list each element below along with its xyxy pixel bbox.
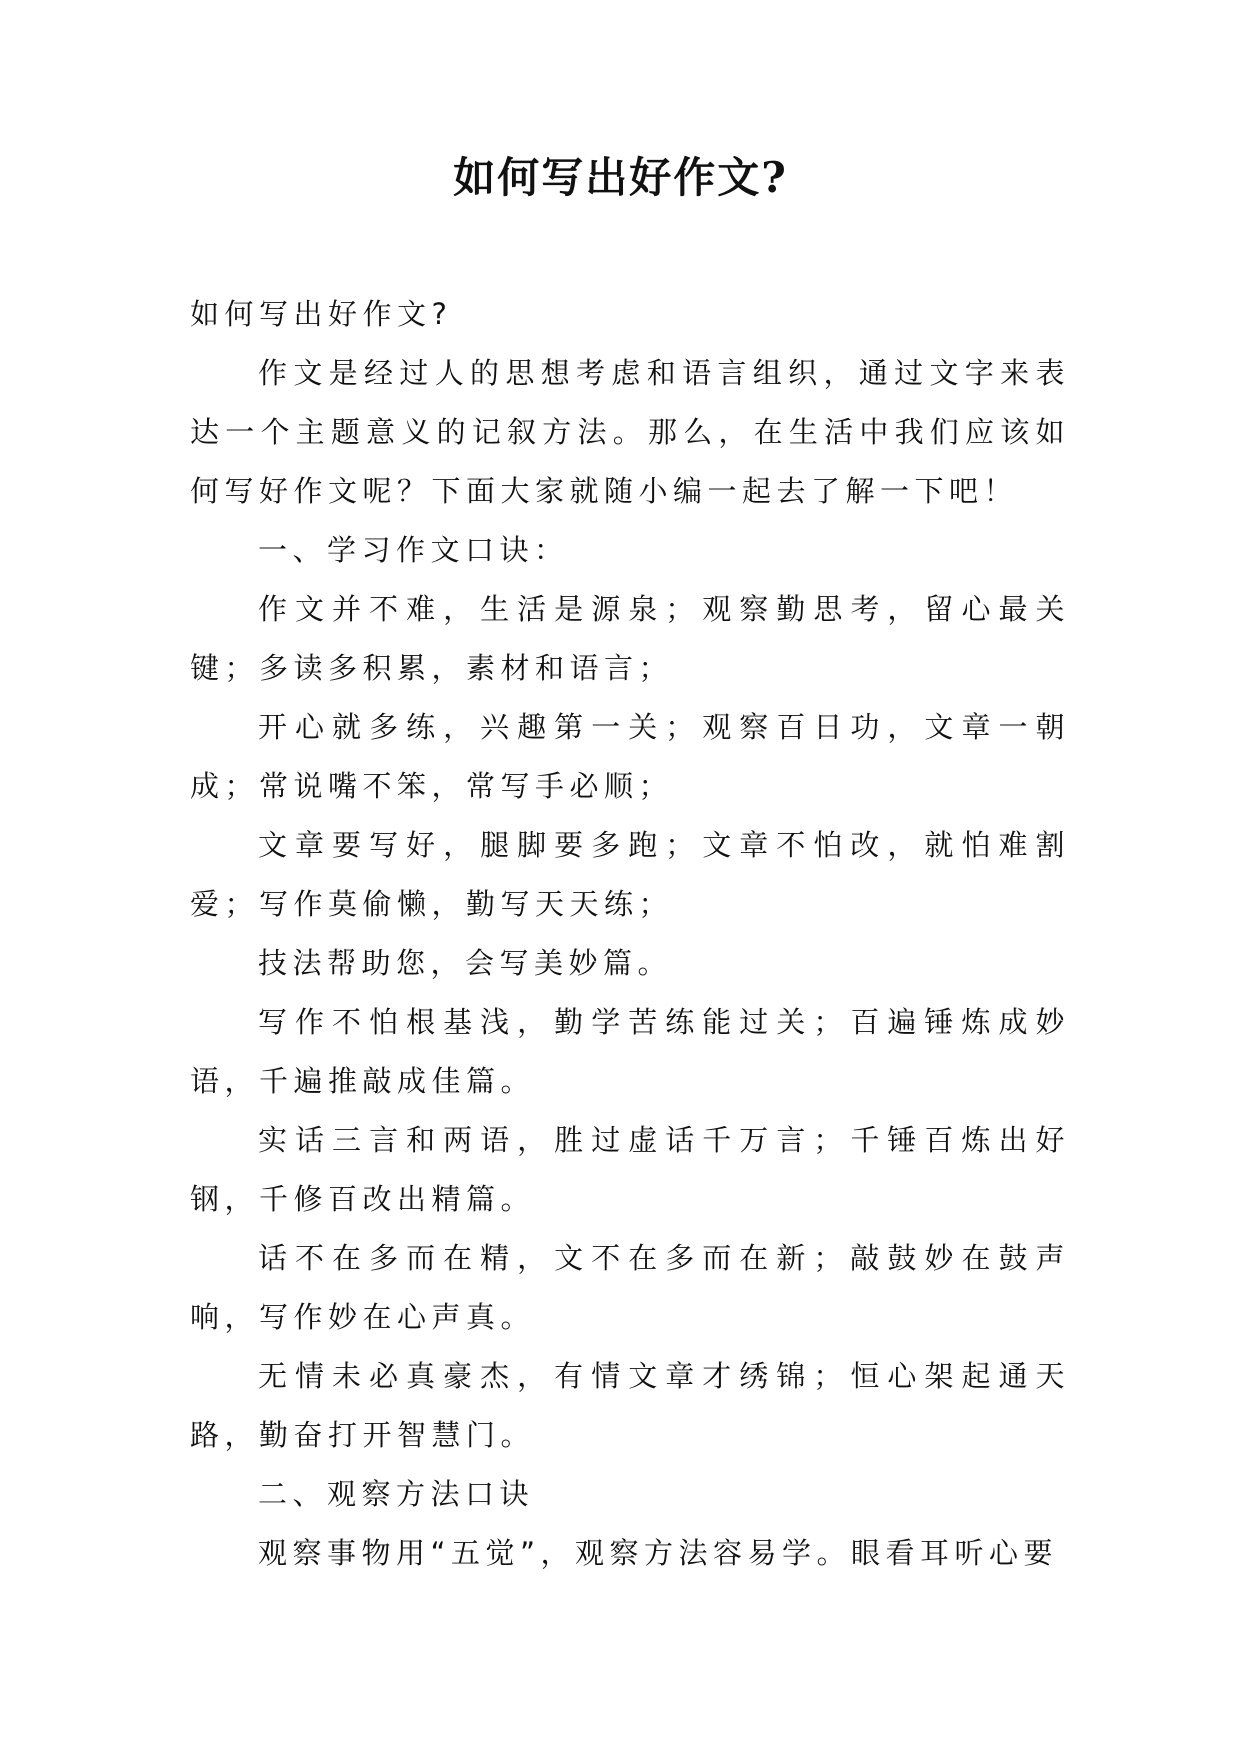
section-heading-2: 二、观察方法口诀	[258, 1477, 535, 1511]
paragraph-verse-8: 无情未必真豪杰，有情文章才绣锦；恒心架起通天路，勤奋打开智慧门。	[190, 1359, 1070, 1452]
paragraph-verse-7: 话不在多而在精，文不在多而在新；敲鼓妙在鼓声响，写作妙在心声真。	[190, 1241, 1070, 1334]
paragraph-verse-6: 实话三言和两语，胜过虚话千万言；千锤百炼出好钢，千修百改出精篇。	[190, 1123, 1070, 1216]
document-body	[190, 285, 1070, 1583]
paragraph-intro: 作文是经过人的思想考虑和语言组织，通过文字来表达一个主题意义的记叙方法。那么，在生活中我们应该如何写好作文呢？下面大家就随小编一起去了解一下吧！	[190, 356, 1070, 508]
paragraph-observation: 观察事物用“五觉”，观察方法容易学。眼看耳听心要	[258, 1536, 1059, 1570]
paragraph-heading-repeat: 如何写出好作文?	[190, 297, 453, 331]
section-heading-1: 一、学习作文口诀：	[258, 533, 569, 567]
document-title: 如何写出好作文?	[453, 153, 788, 202]
paragraph-verse-4: 技法帮助您，会写美妙篇。	[258, 946, 673, 980]
paragraph-verse-5: 写作不怕根基浅，勤学苦练能过关；百遍锤炼成妙语，千遍推敲成佳篇。	[190, 1005, 1070, 1098]
paragraph-verse-2: 开心就多练，兴趣第一关；观察百日功，文章一朝成；常说嘴不笨，常写手必顺；	[190, 710, 1070, 803]
paragraph-verse-3: 文章要写好，腿脚要多跑；文章不怕改，就怕难割爱；写作莫偷懒，勤写天天练；	[190, 828, 1070, 921]
paragraph-verse-1: 作文并不难，生活是源泉；观察勤思考，留心最关键；多读多积累，素材和语言；	[190, 592, 1070, 685]
